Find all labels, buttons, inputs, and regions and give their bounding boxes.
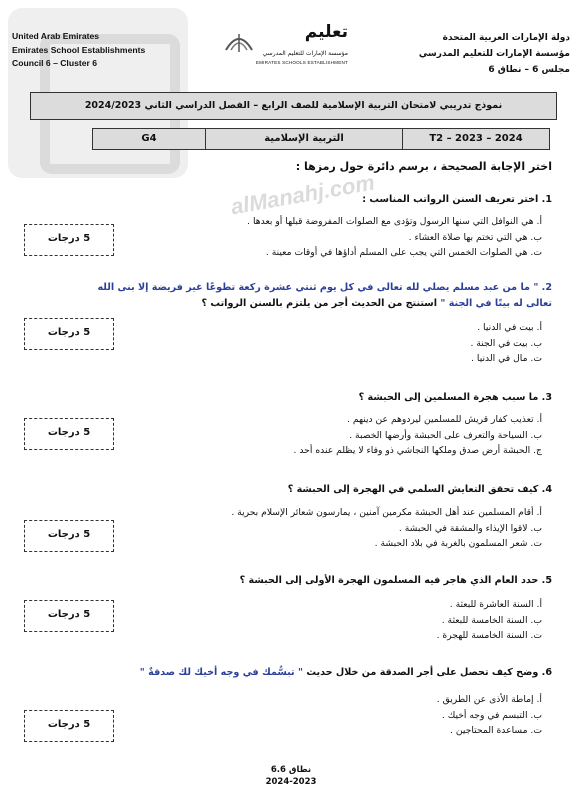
option[interactable]: ب. السنة الخامسة للبعثة . (441, 614, 542, 626)
header-ar-line: دولة الإمارات العربية المتحدة (442, 33, 570, 43)
grade-cell: G4 (141, 133, 157, 144)
score-box-2 (24, 318, 114, 350)
score-box-1 (24, 224, 114, 256)
option[interactable]: ب. هي التي تختم بها صلاة العشاء . (408, 231, 542, 243)
subject-cell: التربية الإسلامية (205, 129, 402, 149)
score-label: 5 درجات (47, 719, 91, 730)
question-1-options (102, 214, 542, 261)
option[interactable]: أ. إماطة الأذى عن الطريق . (436, 694, 542, 705)
option[interactable]: ت. شعر المسلمون بالغربة في بلاد الحبشة . (374, 538, 542, 549)
question-3: 3. ما سبب هجرة المسلمين إلى الحبشة ؟ (358, 392, 552, 403)
question-6-prompt: 6. وضح كيف تحصل على أجر الصدقة من خلال حديث (306, 667, 552, 678)
option[interactable]: ج. الحبشة أرض صدق وملكها النجاشي ذو وفاء لا يظلم عنده أحد . (293, 445, 542, 456)
logo-subtitle-en: EMIRATES SCHOOLS ESTABLISHMENT (255, 60, 348, 65)
score-label: 5 درجات (47, 233, 91, 244)
option[interactable]: أ. بيت في الدنيا . (477, 322, 542, 333)
option[interactable]: ت. هي الصلوات الخمس التي يجب على المسلم أداؤها في أوقات معينة . (265, 247, 542, 258)
header-arabic (419, 30, 570, 78)
question-2-prompt: استنتج من الحديث أجر من يلتزم بالسنن الرواتب ؟ (201, 298, 438, 309)
question-6-hadith: " تبسُّمك في وجه أخيك لك صدقةٌ " (139, 667, 304, 678)
question-5: 5. حدد العام الذي هاجر فيه المسلمون الهجرة الأولى إلى الحبشة ؟ (239, 575, 552, 586)
option[interactable]: ت. مال في الدنيا . (471, 353, 542, 364)
header-en-line: Emirates School Establishments (12, 44, 146, 55)
page-footer (0, 764, 582, 788)
exam-title: نموذج تدريبي لامتحان التربية الإسلامية للصف الرابع – الفصل الدراسي الثاني 2024/2023 (30, 92, 557, 120)
question-4-options (102, 505, 542, 552)
option[interactable]: ت. مساعدة المحتاجين . (450, 725, 542, 736)
score-label: 5 درجات (47, 327, 91, 338)
header-ar-line: مؤسسة الإمارات للتعليم المدرسي (418, 49, 570, 59)
instruction: اختر الإجابة الصحيحة ، برسم دائرة حول رمزها : (295, 160, 552, 173)
option[interactable]: أ. تعذيب كفار قريش للمسلمين ليردوهم عن دينهم . (347, 414, 542, 425)
score-box-3 (24, 418, 114, 450)
question-6 (72, 667, 552, 678)
logo-word: تعليم (304, 22, 348, 42)
logo-mark-icon (222, 26, 256, 56)
logo-subtitle-ar: مؤسسة الإمارات للتعليم المدرسي (262, 50, 348, 57)
option[interactable]: أ. أقام المسلمين عند أهل الحبشة مكرمين آمنين ، يمارسون شعائر الإسلام بحرية . (231, 507, 542, 518)
ministry-logo (218, 22, 348, 70)
option[interactable]: ب. لاقوا الإيذاء والمشقة في الحبشة . (398, 522, 542, 534)
option[interactable]: ب. التبسم في وجه أخيك . (441, 709, 542, 721)
term-cell: T2 – 2023 – 2024 (402, 129, 549, 149)
score-label: 5 درجات (47, 609, 91, 620)
footer-year: 2024-2023 (265, 777, 317, 787)
info-bar (92, 128, 550, 150)
watermark-text: alManahj.com (228, 169, 377, 220)
option[interactable]: ب. السياحة والتعرف على الحبشة وأرضها الخصبة . (349, 429, 542, 441)
question-3-options (102, 412, 542, 459)
footer-cluster: نطاق 6.6 (270, 765, 312, 775)
option[interactable]: ب. بيت في الجنة . (470, 337, 542, 349)
header-ar-line: مجلس 6 – نطاق 6 (488, 65, 570, 75)
question-2-hadith: 2. " ما من عبد مسلم يصلي لله تعالى في كل يوم ثنتي عشرة ركعة تطوعًا غير فريضة إلا بنى الله تعالى له بيتًا في الجنة " (97, 282, 552, 309)
score-box-6 (24, 710, 114, 742)
header-en-line: United Arab Emirates (12, 31, 100, 41)
option[interactable]: ت. السنة الخامسة للهجرة . (436, 630, 542, 641)
score-box-4 (24, 520, 114, 552)
score-label: 5 درجات (47, 427, 91, 438)
option[interactable]: أ. السنة العاشرة للبعثة . (449, 599, 542, 610)
question-5-options (102, 597, 542, 644)
question-4: 4. كيف تحقق التعايش السلمي في الهجرة إلى الحبشة ؟ (287, 484, 552, 495)
header-english (12, 30, 145, 71)
question-6-options (102, 692, 542, 739)
header-en-line: Council 6 – Cluster 6 (12, 58, 98, 68)
question-2 (72, 280, 552, 312)
question-1: 1. اختر تعريف السنن الرواتب المناسب : (362, 194, 552, 205)
option[interactable]: أ. هي النوافل التي سنها الرسول وتؤدى مع الصلوات المفروضة قبلها أو بعدها . (247, 216, 542, 227)
question-2-options (102, 320, 542, 367)
score-box-5 (24, 600, 114, 632)
score-label: 5 درجات (47, 529, 91, 540)
